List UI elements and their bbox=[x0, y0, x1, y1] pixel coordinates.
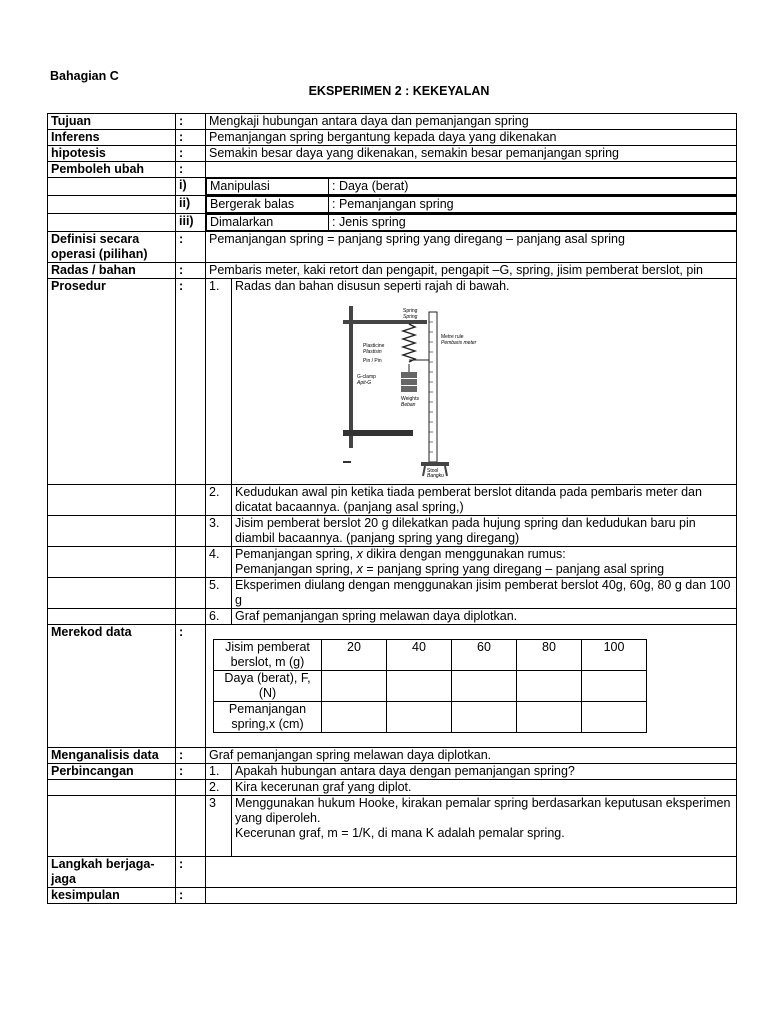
data-input-cell[interactable] bbox=[452, 702, 517, 733]
metre-rule bbox=[429, 312, 437, 462]
label-weights-my: Beban bbox=[401, 402, 416, 408]
step-text: Graf pemanjangan spring melawan daya diplotkan. bbox=[232, 609, 737, 625]
label-stool-my: Bangku bbox=[427, 473, 444, 478]
table-edge bbox=[343, 430, 413, 436]
label-gclamp-my: Apit-G bbox=[357, 380, 372, 386]
variable-cell bbox=[206, 178, 737, 196]
row-merekod bbox=[48, 625, 737, 748]
header-mass: Jisim pemberat berslot, m (g) bbox=[214, 640, 322, 671]
weight bbox=[401, 379, 417, 385]
empty-cell bbox=[48, 547, 176, 578]
variable-cell bbox=[206, 214, 737, 232]
empty-cell bbox=[176, 609, 206, 625]
label-kesimpulan: kesimpulan bbox=[48, 888, 176, 904]
data-input-cell[interactable] bbox=[322, 671, 387, 702]
empty-cell bbox=[48, 780, 176, 796]
empty-cell bbox=[48, 178, 176, 196]
step-num: 2. bbox=[206, 485, 232, 516]
data-header-row bbox=[214, 640, 647, 671]
empty-cell bbox=[48, 609, 176, 625]
label-tujuan: Tujuan bbox=[48, 114, 176, 130]
label-pemboleh-ubah: Pemboleh ubah bbox=[48, 162, 176, 178]
variable-name: Dimalarkan bbox=[207, 215, 329, 231]
empty-cell bbox=[48, 578, 176, 609]
variable-num: i) bbox=[176, 178, 206, 196]
experiment-table bbox=[47, 113, 737, 904]
text-radas: Pembaris meter, kaki retort dan pengapit, pengapit –G, spring, jisim pemberat berslot, pin bbox=[206, 263, 737, 279]
label-plasticine: Plasticine bbox=[363, 343, 385, 349]
step-text: Radas dan bahan disusun seperti rajah di bawah. bbox=[235, 279, 510, 293]
retort-rod bbox=[349, 306, 353, 448]
header-mass-value: 80 bbox=[517, 640, 582, 671]
data-cell bbox=[206, 625, 737, 748]
question-num: 3 bbox=[206, 796, 232, 857]
colon: : bbox=[176, 279, 206, 485]
text-menganalisis: Graf pemanjangan spring melawan daya diplotkan. bbox=[206, 748, 737, 764]
variable-cell bbox=[206, 196, 737, 214]
label-hipotesis: hipotesis bbox=[48, 146, 176, 162]
variable-value: : Jenis spring bbox=[329, 215, 737, 231]
label-force: Daya (berat), F, (N) bbox=[214, 671, 322, 702]
label-inferens: Inferens bbox=[48, 130, 176, 146]
colon: : bbox=[176, 146, 206, 162]
step-text: Kedudukan awal pin ketika tiada pemberat berslot ditanda pada pembaris meter dan dicatat bacaannya. (panjang asal spring,) bbox=[232, 485, 737, 516]
data-input-cell[interactable] bbox=[452, 671, 517, 702]
section-label: Bahagian C bbox=[50, 69, 119, 83]
empty-cell bbox=[48, 196, 176, 214]
colon: : bbox=[176, 625, 206, 748]
step-cell bbox=[232, 279, 737, 485]
label-extension: Pemanjangan spring,x (cm) bbox=[214, 702, 322, 733]
label-menganalisis: Menganalisis data bbox=[48, 748, 176, 764]
empty-cell bbox=[48, 485, 176, 516]
step-num: 5. bbox=[206, 578, 232, 609]
row-langkah bbox=[48, 857, 737, 888]
data-input-cell[interactable] bbox=[517, 671, 582, 702]
empty-cell bbox=[48, 214, 176, 232]
text-tujuan: Mengkaji hubungan antara daya dan pemanjangan spring bbox=[206, 114, 737, 130]
row-tujuan bbox=[48, 114, 737, 130]
question-num: 1. bbox=[206, 764, 232, 780]
empty-cell bbox=[176, 780, 206, 796]
row-radas bbox=[48, 263, 737, 279]
row-variable bbox=[48, 178, 737, 196]
empty-cell bbox=[176, 578, 206, 609]
empty-answer[interactable] bbox=[206, 888, 737, 904]
label-metre-my: Pembaris meter bbox=[441, 340, 477, 346]
header-mass-value: 40 bbox=[387, 640, 452, 671]
empty-cell bbox=[206, 162, 737, 178]
row-variable bbox=[48, 196, 737, 214]
colon: : bbox=[176, 232, 206, 263]
data-input-cell[interactable] bbox=[387, 702, 452, 733]
row-prosedur bbox=[48, 279, 737, 485]
label-prosedur: Prosedur bbox=[48, 279, 176, 485]
row-step bbox=[48, 547, 737, 578]
row-step bbox=[48, 609, 737, 625]
variable-num: iii) bbox=[176, 214, 206, 232]
step-text: Eksperimen diulang dengan menggunakan jisim pemberat berslot 40g, 60g, 80 g dan 100 g bbox=[232, 578, 737, 609]
row-pemboleh-ubah bbox=[48, 162, 737, 178]
label-gclamp: G-clamp bbox=[357, 374, 376, 380]
text-hipotesis: Semakin besar daya yang dikenakan, semakin besar pemanjangan spring bbox=[206, 146, 737, 162]
step-num: 3. bbox=[206, 516, 232, 547]
empty-answer[interactable] bbox=[206, 857, 737, 888]
text-inferens: Pemanjangan spring bergantung kepada daya yang dikenakan bbox=[206, 130, 737, 146]
weight bbox=[401, 386, 417, 392]
step-text: Pemanjangan spring, x dikira dengan menggunakan rumus: Pemanjangan spring, x = panjang spring yang diregang – panjang asal spring bbox=[232, 547, 737, 578]
question-text: Menggunakan hukum Hooke, kirakan pemalar spring berdasarkan keputusan eksperimen yang diperoleh. Kecerunan graf, m = 1/K, di mana K adalah pemalar spring. bbox=[232, 796, 737, 857]
apparatus-diagram bbox=[343, 302, 543, 478]
question-text: Apakah hubungan antara daya dengan pemanjangan spring? bbox=[232, 764, 737, 780]
question-text: Kira kecerunan graf yang diplot. bbox=[232, 780, 737, 796]
spring-icon bbox=[403, 324, 415, 362]
colon: : bbox=[176, 888, 206, 904]
label-metre: Metre rule bbox=[441, 334, 464, 340]
data-input-cell[interactable] bbox=[582, 671, 647, 702]
empty-cell bbox=[48, 516, 176, 547]
stool-icon bbox=[421, 462, 449, 466]
data-row-force bbox=[214, 671, 647, 702]
step-num: 1. bbox=[206, 279, 232, 485]
variable-name: Manipulasi bbox=[207, 179, 329, 195]
data-input-cell[interactable] bbox=[387, 671, 452, 702]
variable-name: Bergerak balas bbox=[207, 197, 329, 213]
colon: : bbox=[176, 857, 206, 888]
colon: : bbox=[176, 263, 206, 279]
row-hipotesis bbox=[48, 146, 737, 162]
colon: : bbox=[176, 162, 206, 178]
label-radas: Radas / bahan bbox=[48, 263, 176, 279]
row-perbincangan bbox=[48, 764, 737, 780]
colon: : bbox=[176, 764, 206, 780]
row-kesimpulan bbox=[48, 888, 737, 904]
label-definisi: Definisi secara operasi (pilihan) bbox=[48, 232, 176, 263]
header-mass-value: 20 bbox=[322, 640, 387, 671]
text-definisi: Pemanjangan spring = panjang spring yang diregang – panjang asal spring bbox=[206, 232, 737, 263]
variable-num: ii) bbox=[176, 196, 206, 214]
empty-cell bbox=[176, 516, 206, 547]
row-question bbox=[48, 780, 737, 796]
row-question bbox=[48, 796, 737, 857]
data-table bbox=[213, 639, 647, 733]
row-inferens bbox=[48, 130, 737, 146]
empty-cell bbox=[176, 547, 206, 578]
row-menganalisis bbox=[48, 748, 737, 764]
label-spring-my: Spring bbox=[403, 314, 418, 320]
label-perbincangan: Perbincangan bbox=[48, 764, 176, 780]
label-pin: Pin / Pin bbox=[363, 358, 382, 364]
weight bbox=[401, 372, 417, 378]
label-weights: Weights bbox=[401, 396, 419, 402]
data-input-cell[interactable] bbox=[582, 702, 647, 733]
header-mass-value: 60 bbox=[452, 640, 517, 671]
row-step bbox=[48, 485, 737, 516]
label-langkah: Langkah berjaga-jaga bbox=[48, 857, 176, 888]
step-text: Jisim pemberat berslot 20 g dilekatkan pada hujung spring dan kedudukan baru pin diambil bacaannya. (panjang spring yang diregang) bbox=[232, 516, 737, 547]
row-step bbox=[48, 578, 737, 609]
colon: : bbox=[176, 114, 206, 130]
label-plasticine-my: Plastisin bbox=[363, 349, 382, 355]
label-spring: Spring bbox=[403, 308, 418, 314]
data-input-cell[interactable] bbox=[322, 702, 387, 733]
data-input-cell[interactable] bbox=[517, 702, 582, 733]
document-title: EKSPERIMEN 2 : KEKEYALAN bbox=[308, 84, 490, 98]
empty-cell bbox=[48, 796, 176, 857]
header-mass-value: 100 bbox=[582, 640, 647, 671]
label-stool: Stool bbox=[427, 468, 439, 474]
retort-arm bbox=[343, 320, 427, 324]
data-row-extension bbox=[214, 702, 647, 733]
empty-cell bbox=[176, 796, 206, 857]
question-num: 2. bbox=[206, 780, 232, 796]
label-merekod: Merekod data bbox=[48, 625, 176, 748]
variable-value: : Daya (berat) bbox=[329, 179, 737, 195]
step-num: 6. bbox=[206, 609, 232, 625]
colon: : bbox=[176, 748, 206, 764]
step-num: 4. bbox=[206, 547, 232, 578]
row-definisi bbox=[48, 232, 737, 263]
row-step bbox=[48, 516, 737, 547]
colon: : bbox=[176, 130, 206, 146]
row-variable bbox=[48, 214, 737, 232]
variable-value: : Pemanjangan spring bbox=[329, 197, 737, 213]
empty-cell bbox=[176, 485, 206, 516]
